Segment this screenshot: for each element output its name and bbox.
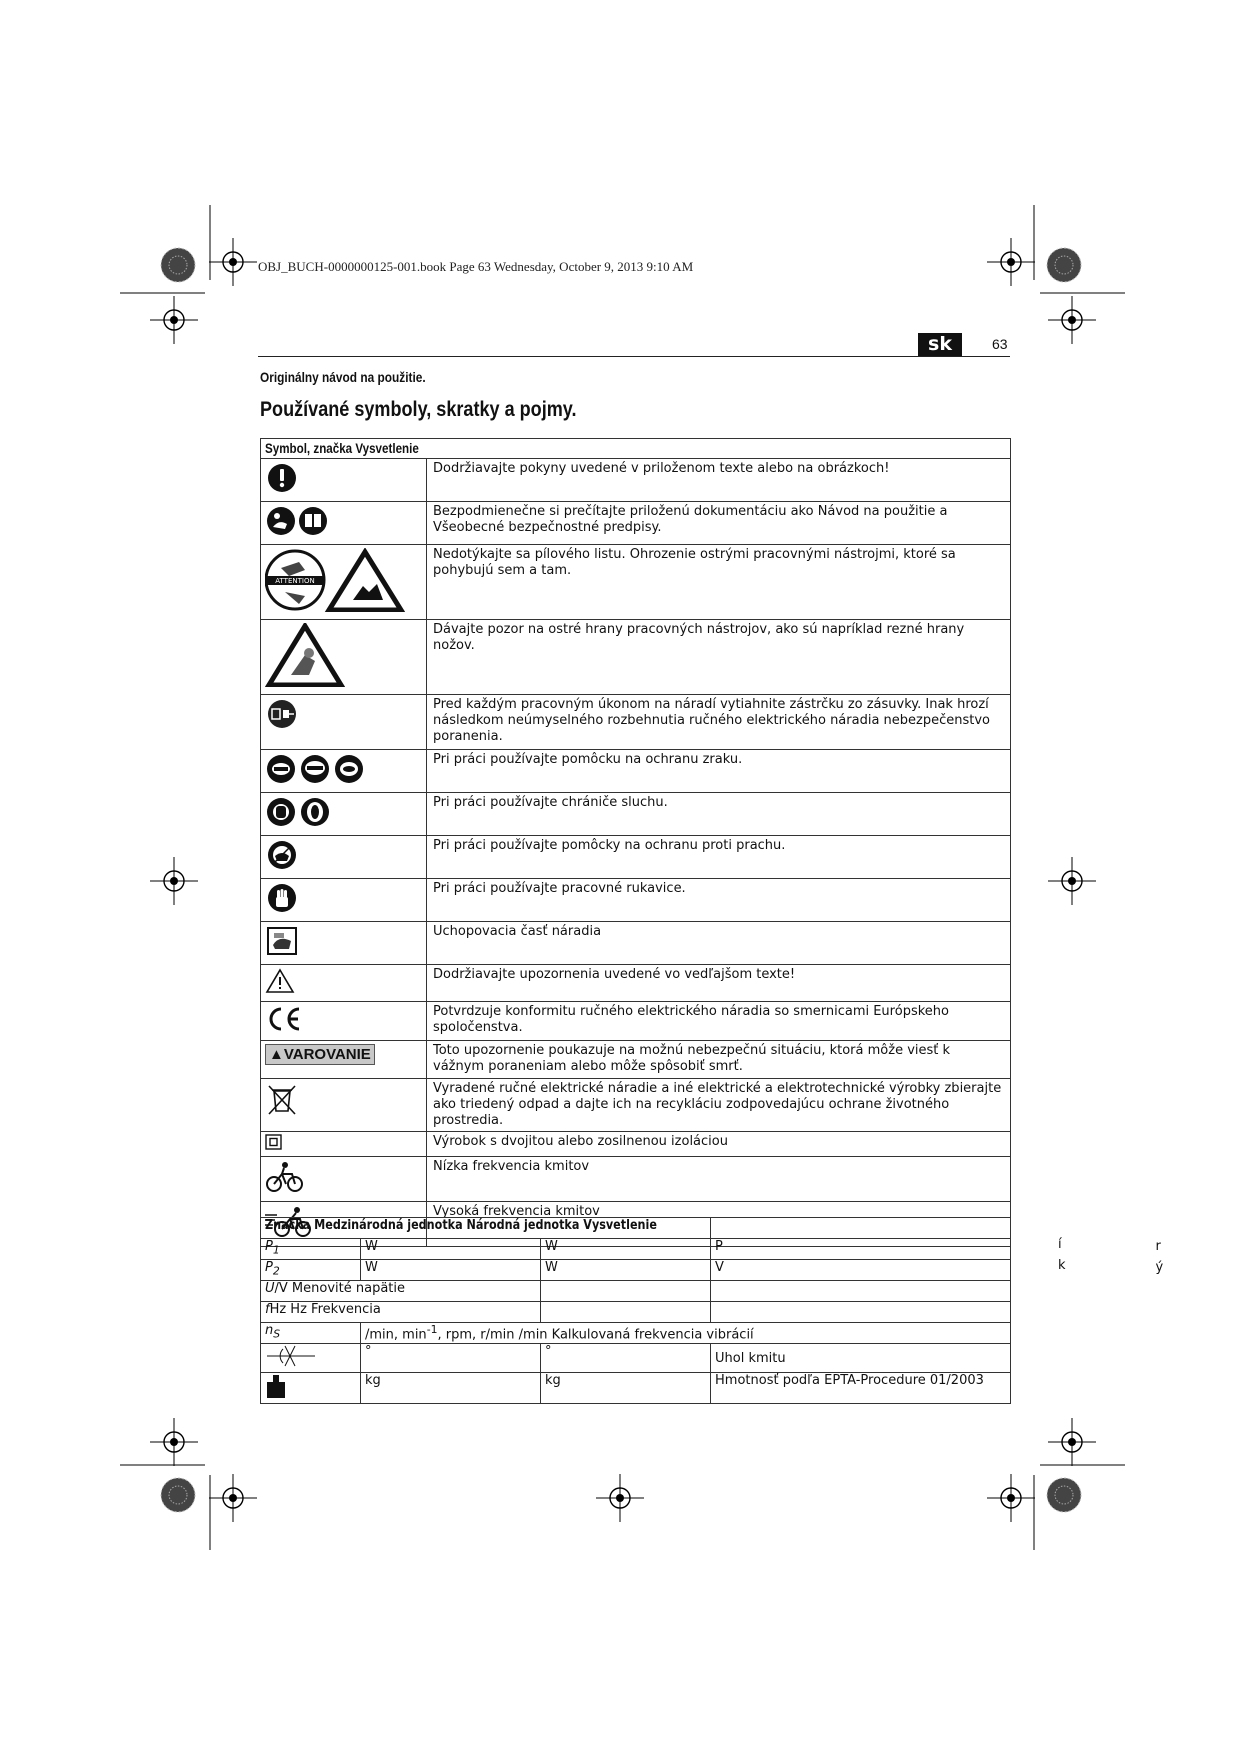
unit-empty-cell (711, 1302, 1011, 1323)
sharp-edges-warning-icon (261, 620, 427, 695)
ce-mark-icon (261, 1002, 427, 1041)
table-row (261, 695, 1011, 750)
table-row (261, 1281, 1011, 1302)
table-row (261, 459, 1011, 502)
unit-merged-cell: fHz Hz Frekvencia (261, 1302, 541, 1323)
symbols-table (260, 438, 1011, 1247)
symbol-description: Vyradené ručné elektrické náradie a iné elektrické a elektrotechnické výrobky zbierajte ako triedený odpad a dajte ich na recykláciu zodpovedajúcu ochrane životného prostredia. (427, 1079, 1011, 1132)
units-table-header: Značka Medzinárodná jednotka Národná jednotka Vysvetlenie (261, 1218, 711, 1239)
print-header: OBJ_BUCH-0000000125-001.book Page 63 Wednesday, October 9, 2013 9:10 AM (258, 259, 694, 274)
header-rule (258, 356, 1010, 357)
unit-merged-cell: U/V Menovité napätie (261, 1281, 541, 1302)
table-row (261, 1344, 1011, 1373)
unit-empty-cell (541, 1281, 711, 1302)
table-row (261, 1239, 1011, 1260)
grip-surface-icon (261, 922, 427, 965)
symbol-description: Potvrdzuje konformitu ručného elektrického náradia so smernicami Európskeho spoločenstva. (427, 1002, 1011, 1041)
symbol-description: Výrobok s dvojitou alebo zosilnenou izoláciou (427, 1132, 1011, 1157)
unit-symbol: $P_1$ (261, 1239, 361, 1260)
read-manual-icon (261, 502, 427, 545)
table-row (261, 965, 1011, 1002)
symbol-description: Pri práci používajte pomôcku na ochranu zraku. (427, 750, 1011, 793)
table-row (261, 1132, 1011, 1157)
unit-merged-cell: /min, $\min^{-1}$, rpm, r/min /min Kalkulovaná frekvencia vibrácií (361, 1323, 1011, 1344)
national-unit: W (541, 1260, 711, 1281)
weight-icon (261, 1373, 361, 1404)
table-row (261, 879, 1011, 922)
gloves-icon (261, 879, 427, 922)
international-unit: W (361, 1239, 541, 1260)
symbol-description: Uchopovacia časť náradia (427, 922, 1011, 965)
symbol-description: Pred každým pracovným úkonom na náradí vytiahnite zástrčku zo zásuvky. Inak hrozí následkom neúmyselného rozbehnutia ručného elektrického náradia nebezpečenstvo poranenia. (427, 695, 1011, 750)
national-unit: kg (541, 1373, 711, 1404)
table-row (261, 1041, 1011, 1079)
symbol-description: Pri práci používajte pracovné rukavice. (427, 879, 1011, 922)
dust-mask-icon (261, 836, 427, 879)
unit-symbol: $n_S$ (261, 1323, 361, 1344)
page-title: Používané symboly, skratky a pojmy. (260, 398, 577, 421)
svg-text:ATTENTION: ATTENTION (275, 577, 315, 585)
table-row (261, 620, 1011, 695)
international-unit: kg (361, 1373, 541, 1404)
unit-description: P r (711, 1239, 1011, 1260)
symbol-description: Pri práci používajte pomôcky na ochranu proti prachu. (427, 836, 1011, 879)
table-row (261, 922, 1011, 965)
units-table-header-empty (711, 1218, 1011, 1239)
varovanie-label: ▲VAROVANIE (265, 1044, 375, 1065)
symbols-table-header: Symbol, značka Vysvetlenie (261, 439, 1011, 459)
table-row (261, 1373, 1011, 1404)
unit-empty-cell (711, 1281, 1011, 1302)
symbol-description: Dávajte pozor na ostré hrany pracovných nástrojov, ako sú napríklad rezné hrany nožov. (427, 620, 1011, 695)
double-insulation-icon (261, 1132, 427, 1157)
eye-protection-icon (261, 750, 427, 793)
symbol-description: Pri práci používajte chrániče sluchu. (427, 793, 1011, 836)
symbol-description: Dodržiavajte upozornenia uvedené vo vedľajšom texte! (427, 965, 1011, 1002)
ear-protection-icon (261, 793, 427, 836)
table-row (261, 1157, 1011, 1202)
clipped-text-fragment: í (1058, 1237, 1062, 1252)
table-row (261, 1079, 1011, 1132)
table-row (261, 502, 1011, 545)
symbol-description: Nedotýkajte sa pílového listu. Ohrozenie ostrými pracovnými nástrojmi, ktoré sa pohybujú sem a tam. (427, 545, 1011, 620)
page-number: 63 (992, 336, 1008, 352)
oscillation-angle-icon (261, 1344, 361, 1373)
national-unit: ° (541, 1344, 711, 1373)
symbol-description: Nízka frekvencia kmitov (427, 1157, 1011, 1202)
unit-description: Hmotnosť podľa EPTA-Procedure 01/2003 (711, 1373, 1011, 1404)
table-row (261, 750, 1011, 793)
mandatory-exclamation-icon (261, 459, 427, 502)
table-row (261, 1302, 1011, 1323)
unplug-icon (261, 695, 427, 750)
symbol-description: Toto upozornenie poukazuje na možnú nebezpečnú situáciu, ktorá môže viesť k vážnym poraneniam alebo môže spôsobiť smrť. (427, 1041, 1011, 1079)
language-badge: sk (918, 333, 962, 356)
symbol-description: Dodržiavajte pokyny uvedené v priloženom texte alebo na obrázkoch! (427, 459, 1011, 502)
unit-symbol: $P_2$ (261, 1260, 361, 1281)
table-row (261, 1260, 1011, 1281)
table-row (261, 836, 1011, 879)
international-unit: W (361, 1260, 541, 1281)
unit-description: Uhol kmitu (711, 1344, 1011, 1373)
table-row (261, 545, 1011, 620)
table-row (261, 1002, 1011, 1041)
table-row (261, 1323, 1011, 1344)
low-frequency-bicycle-icon (261, 1157, 427, 1202)
document-subtitle: Originálny návod na použitie. (260, 370, 426, 385)
saw-blade-attention-icon (261, 545, 427, 620)
varovanie-label-icon (261, 1041, 427, 1079)
crossed-bin-icon (261, 1079, 427, 1132)
warning-triangle-icon (261, 965, 427, 1002)
national-unit: W (541, 1239, 711, 1260)
unit-empty-cell (541, 1302, 711, 1323)
table-row (261, 793, 1011, 836)
clipped-text-fragment: k (1058, 1258, 1066, 1273)
symbol-description: Vysoká frekvencia kmitov (427, 1202, 1011, 1247)
unit-description: V ý (711, 1260, 1011, 1281)
international-unit: ° (361, 1344, 541, 1373)
symbol-description: Bezpodmienečne si prečítajte priloženú dokumentáciu ako Návod na použitie a Všeobecné bezpečnostné predpisy. (427, 502, 1011, 545)
units-table (260, 1217, 1164, 1404)
